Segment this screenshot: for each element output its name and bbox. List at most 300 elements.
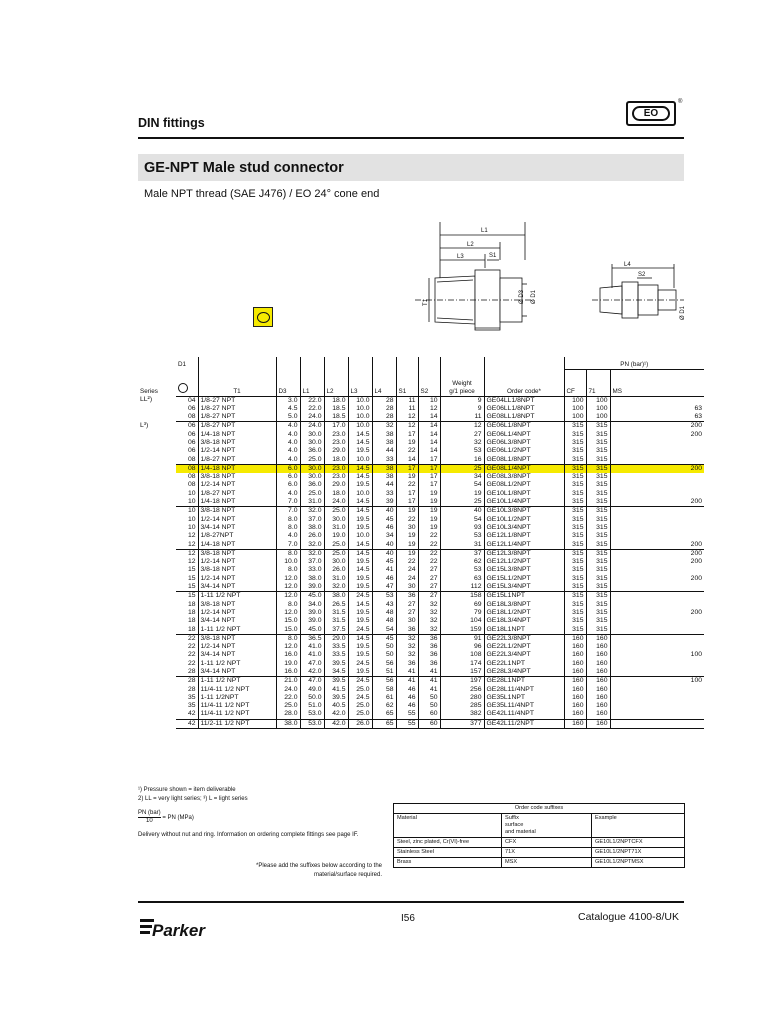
cell-ms: 63 [610, 405, 704, 413]
col-ms: MS [610, 369, 704, 396]
cell-cf: 315 [564, 447, 586, 455]
cell-cf: 315 [564, 516, 586, 524]
cell-l4: 48 [372, 617, 396, 625]
cell-l2: 23.0 [324, 431, 348, 439]
cell-s2: 10 [418, 396, 440, 405]
cell-l4: 38 [372, 431, 396, 439]
cell-series [138, 447, 176, 455]
cell-s2: 50 [418, 694, 440, 702]
cell-d3: 22.0 [276, 694, 300, 702]
cell-series [138, 558, 176, 566]
cell-ms [610, 668, 704, 677]
cell-71: 160 [586, 719, 610, 728]
cell-d1: 08 [187, 481, 196, 489]
cell-l2: 33.5 [324, 643, 348, 651]
cell-series [138, 651, 176, 659]
table-row [138, 558, 704, 566]
cell-series [138, 719, 176, 728]
cell-order-code: GE15L1NPT [484, 592, 564, 601]
cell-series [138, 532, 176, 540]
cell-s1: 17 [396, 431, 418, 439]
table-row [138, 456, 704, 465]
cell-order-code: GE15L3/8NPT [484, 566, 564, 574]
cell-l1: 53.0 [300, 710, 324, 719]
cell-l1: 41.0 [300, 651, 324, 659]
cell-series [138, 516, 176, 524]
cell-l3: 14.5 [348, 601, 372, 609]
cell-weight: 53 [440, 447, 484, 455]
cell-ms: 200 [610, 498, 704, 507]
cell-s2: 27 [418, 583, 440, 592]
table-row [138, 413, 704, 422]
cell-t1: 3/4-14 NPT [198, 524, 276, 532]
cell-l4: 58 [372, 686, 396, 694]
cell-cf: 315 [564, 422, 586, 431]
table-row [138, 516, 704, 524]
cell-weight: 96 [440, 643, 484, 651]
cell-s2: 22 [418, 558, 440, 566]
cell-l4: 33 [372, 490, 396, 498]
cell-series [138, 541, 176, 550]
cell-71: 315 [586, 601, 610, 609]
col-71: 71 [586, 369, 610, 396]
cell-series [138, 413, 176, 422]
cell-71: 315 [586, 422, 610, 431]
cell-ms [610, 626, 704, 635]
cell-71: 160 [586, 710, 610, 719]
cell-weight: 174 [440, 660, 484, 668]
cell-weight: 40 [440, 507, 484, 516]
table-row [138, 677, 704, 686]
cell-weight: 197 [440, 677, 484, 686]
cell-l4: 65 [372, 710, 396, 719]
header-rule [138, 137, 684, 139]
cell-l3: 10.0 [348, 396, 372, 405]
col-s2: S2 [418, 369, 440, 396]
pressure-conversion [138, 810, 194, 825]
footnote-series: 2) LL = very light series; ³) L = light series [138, 796, 248, 802]
suffix-header-material: Material [394, 814, 502, 838]
cell-order-code: GE22L3/4NPT [484, 651, 564, 659]
cell-d1: 15 [187, 583, 196, 591]
cell-weight: 9 [440, 405, 484, 413]
cell-ms [610, 566, 704, 574]
cell-s2: 19 [418, 507, 440, 516]
suffix-code: MSX [502, 858, 592, 868]
cell-cf: 315 [564, 617, 586, 625]
cell-series [138, 583, 176, 592]
cell-s1: 19 [396, 532, 418, 540]
cell-series [138, 626, 176, 635]
cell-71: 315 [586, 583, 610, 592]
cell-order-code: GE06L1/2NPT [484, 447, 564, 455]
cell-d3: 28.0 [276, 710, 300, 719]
col-d1: D1 [178, 361, 187, 368]
cell-l4: 45 [372, 634, 396, 643]
cell-s2: 32 [418, 626, 440, 635]
cell-71: 160 [586, 643, 610, 651]
frac-numerator: PN (bar) [138, 810, 161, 816]
cell-series [138, 566, 176, 574]
cell-t1: 1/8-27NPT [198, 532, 276, 540]
cell-l1: 22.0 [300, 396, 324, 405]
cell-series [138, 609, 176, 617]
cell-s2: 17 [418, 473, 440, 481]
cell-s2: 27 [418, 575, 440, 583]
cell-l3: 19.5 [348, 447, 372, 455]
cell-l3: 19.5 [348, 524, 372, 532]
cell-cf: 100 [564, 396, 586, 405]
cell-d1: 12 [187, 558, 196, 566]
cell-l1: 49.0 [300, 686, 324, 694]
cell-cf: 100 [564, 405, 586, 413]
cell-order-code: GE10L1/2NPT [484, 516, 564, 524]
cell-l2: 25.0 [324, 507, 348, 516]
cell-t1: 1-11 1/2NPT [198, 694, 276, 702]
cell-l3: 19.5 [348, 617, 372, 625]
cell-l4: 46 [372, 575, 396, 583]
cell-t1: 11/4-11 1/2 NPT [198, 710, 276, 719]
cell-order-code: GE06LL1/8NPT [484, 405, 564, 413]
cell-l3: 14.5 [348, 541, 372, 550]
cell-order-code: GE28L3/4NPT [484, 668, 564, 677]
cell-d3: 4.0 [276, 490, 300, 498]
cell-71: 160 [586, 677, 610, 686]
cell-l3: 10.0 [348, 413, 372, 422]
col-l4: L4 [372, 369, 396, 396]
cell-l2: 30.0 [324, 558, 348, 566]
cell-s1: 55 [396, 719, 418, 728]
cell-l2: 31.0 [324, 524, 348, 532]
cell-ms [610, 601, 704, 609]
cell-d1: 22 [176, 634, 198, 643]
cell-l2: 31.5 [324, 617, 348, 625]
cell-s2: 14 [418, 413, 440, 422]
cell-d3: 8.0 [276, 601, 300, 609]
cell-l4: 38 [372, 473, 396, 481]
cell-series [138, 431, 176, 439]
cell-l4: 28 [372, 396, 396, 405]
cell-d1: 10 [187, 523, 196, 531]
cell-order-code: GE08L1/8NPT [484, 456, 564, 465]
cell-l4: 32 [372, 422, 396, 431]
cell-d3: 8.0 [276, 634, 300, 643]
cell-s1: 22 [396, 516, 418, 524]
cell-t1: 3/8-18 NPT [198, 601, 276, 609]
cell-l4: 62 [372, 702, 396, 710]
cell-s1: 19 [396, 541, 418, 550]
cell-l4: 28 [372, 405, 396, 413]
cell-d3: 3.0 [276, 396, 300, 405]
table-row [138, 549, 704, 558]
cell-weight: 104 [440, 617, 484, 625]
cell-weight: 159 [440, 626, 484, 635]
cell-l4: 56 [372, 677, 396, 686]
cell-l3: 14.5 [348, 566, 372, 574]
cell-l1: 47.0 [300, 677, 324, 686]
cell-s2: 22 [418, 541, 440, 550]
cell-d1: 08 [176, 464, 198, 473]
cell-d1: 35 [187, 693, 196, 701]
cell-l4: 48 [372, 609, 396, 617]
table-row [138, 431, 704, 439]
cell-cf: 315 [564, 524, 586, 532]
cell-d1: 42 [187, 710, 196, 718]
cell-l4: 53 [372, 592, 396, 601]
cell-cf: 315 [564, 490, 586, 498]
cell-l4: 40 [372, 507, 396, 516]
cell-s2: 41 [418, 677, 440, 686]
cell-l2: 29.0 [324, 447, 348, 455]
cell-s1: 36 [396, 626, 418, 635]
cell-cf: 315 [564, 431, 586, 439]
col-cf: CF [564, 369, 586, 396]
cell-d1: 28 [187, 685, 196, 693]
cell-ms: 200 [610, 549, 704, 558]
cell-weight: 25 [440, 498, 484, 507]
cell-l1: 38.0 [300, 575, 324, 583]
cell-weight: 34 [440, 473, 484, 481]
cell-weight: 63 [440, 575, 484, 583]
cell-d1: 22 [187, 651, 196, 659]
cell-d3: 8.0 [276, 524, 300, 532]
dim-label-l1: L1 [481, 228, 488, 234]
cell-l3: 24.5 [348, 694, 372, 702]
cell-l2: 38.0 [324, 592, 348, 601]
cell-ms: 200 [610, 541, 704, 550]
cell-s1: 46 [396, 694, 418, 702]
cell-71: 315 [586, 431, 610, 439]
suffix-material: Brass [394, 858, 502, 868]
cell-weight: 79 [440, 609, 484, 617]
cell-l1: 41.0 [300, 643, 324, 651]
cell-series [138, 549, 176, 558]
cell-d3: 38.0 [276, 719, 300, 728]
cell-ms [610, 396, 704, 405]
cell-d3: 6.0 [276, 473, 300, 481]
cell-s2: 41 [418, 668, 440, 677]
cell-weight: 27 [440, 431, 484, 439]
cell-cf: 100 [564, 413, 586, 422]
cell-d1: 28 [187, 668, 196, 675]
cell-t1: 1/2-14 NPT [198, 447, 276, 455]
cell-l4: 45 [372, 558, 396, 566]
cell-cf: 315 [564, 609, 586, 617]
cell-weight: 54 [440, 516, 484, 524]
cell-cf: 160 [564, 694, 586, 702]
cell-s1: 24 [396, 566, 418, 574]
cell-t1: 1/8-27 NPT [198, 405, 276, 413]
cell-cf: 315 [564, 532, 586, 540]
cell-ms: 200 [610, 609, 704, 617]
cell-l2: 25.0 [324, 541, 348, 550]
cell-order-code: GE12L1/4NPT [484, 541, 564, 550]
cell-ms [610, 524, 704, 532]
cell-d1: 10 [187, 489, 196, 497]
cell-l4: 45 [372, 516, 396, 524]
table-row [138, 634, 704, 643]
cell-d3: 19.0 [276, 660, 300, 668]
cell-s1: 46 [396, 686, 418, 694]
cell-series [138, 694, 176, 702]
cell-s1: 19 [396, 507, 418, 516]
cell-t1: 1/2-14 NPT [198, 558, 276, 566]
cell-l3: 25.0 [348, 710, 372, 719]
cell-71: 315 [586, 524, 610, 532]
cell-l3: 19.5 [348, 516, 372, 524]
cell-weight: 25 [440, 464, 484, 473]
cell-l1: 30.0 [300, 473, 324, 481]
cell-l3: 24.5 [348, 626, 372, 635]
cell-l4: 41 [372, 566, 396, 574]
table-row [138, 651, 704, 659]
cell-ms: 200 [610, 422, 704, 431]
cell-t1: 1/2-14 NPT [198, 643, 276, 651]
cell-weight: 377 [440, 719, 484, 728]
cell-l1: 25.0 [300, 456, 324, 465]
cell-s1: 17 [396, 490, 418, 498]
cell-cf: 160 [564, 651, 586, 659]
cell-ms [610, 634, 704, 643]
cell-s2: 19 [418, 524, 440, 532]
cell-ms [610, 694, 704, 702]
product-title: GE-NPT Male stud connector [144, 160, 344, 176]
cell-l1: 37.0 [300, 558, 324, 566]
cell-order-code: GE18L3/8NPT [484, 601, 564, 609]
cell-series [138, 686, 176, 694]
cell-s1: 12 [396, 413, 418, 422]
cell-l2: 17.0 [324, 422, 348, 431]
cell-t1: 1-11 1/2 NPT [198, 677, 276, 686]
cell-t1: 1/2-14 NPT [198, 481, 276, 489]
cell-s2: 41 [418, 686, 440, 694]
table-row [138, 490, 704, 498]
cell-l4: 38 [372, 464, 396, 473]
cell-cf: 315 [564, 498, 586, 507]
cell-ms [610, 473, 704, 481]
cell-cf: 160 [564, 634, 586, 643]
cell-ms: 100 [610, 651, 704, 659]
cell-d1: 10 [187, 498, 196, 506]
cell-71: 315 [586, 617, 610, 625]
cell-d1: 18 [187, 617, 196, 625]
cell-l3: 26.0 [348, 719, 372, 728]
dim-label-l3: L3 [457, 254, 464, 260]
cell-weight: 16 [440, 456, 484, 465]
cell-order-code: GE10L1/4NPT [484, 498, 564, 507]
cell-t1: 1/4-18 NPT [198, 498, 276, 507]
footer-rule [138, 901, 684, 903]
cell-d3: 12.0 [276, 575, 300, 583]
table-row [138, 447, 704, 455]
cell-d1: 08 [187, 413, 196, 421]
cell-s2: 32 [418, 601, 440, 609]
cell-l4: 40 [372, 549, 396, 558]
cell-weight: 62 [440, 558, 484, 566]
cell-cf: 315 [564, 541, 586, 550]
cell-t1: 1-11 1/2 NPT [198, 660, 276, 668]
cell-l2: 42.0 [324, 719, 348, 728]
cell-order-code: GE12L3/8NPT [484, 549, 564, 558]
cell-ms: 63 [610, 413, 704, 422]
cell-s2: 14 [418, 447, 440, 455]
cell-cf: 315 [564, 592, 586, 601]
cell-series [138, 575, 176, 583]
cell-l1: 33.0 [300, 566, 324, 574]
cell-l3: 19.5 [348, 575, 372, 583]
cell-d1: 12 [176, 549, 198, 558]
col-pn: PN (bar)¹) [564, 357, 704, 369]
cell-s1: 22 [396, 481, 418, 489]
cell-weight: 19 [440, 490, 484, 498]
cell-l1: 39.0 [300, 609, 324, 617]
cell-weight: 157 [440, 668, 484, 677]
cell-l4: 54 [372, 626, 396, 635]
cell-71: 100 [586, 405, 610, 413]
cell-ms: 200 [610, 431, 704, 439]
cell-l3: 10.0 [348, 456, 372, 465]
cell-s1: 30 [396, 583, 418, 592]
table-row [138, 719, 704, 728]
cell-weight: 9 [440, 396, 484, 405]
cell-order-code: GE15L3/4NPT [484, 583, 564, 592]
cell-t1: 1/2-14 NPT [198, 575, 276, 583]
cell-71: 315 [586, 456, 610, 465]
cell-s1: 22 [396, 558, 418, 566]
cell-t1: 1/4-18 NPT [198, 541, 276, 550]
cell-t1: 3/8-18 NPT [198, 566, 276, 574]
table-row [138, 686, 704, 694]
cell-d3: 6.0 [276, 464, 300, 473]
cell-s2: 14 [418, 431, 440, 439]
cell-t1: 1-11 1/2 NPT [198, 626, 276, 635]
product-subtitle: Male NPT thread (SAE J476) / EO 24° cone end [144, 188, 380, 200]
cell-order-code: GE18L1NPT [484, 626, 564, 635]
cell-series [138, 481, 176, 489]
cell-cf: 160 [564, 710, 586, 719]
cell-l2: 23.0 [324, 439, 348, 447]
cell-s2: 17 [418, 464, 440, 473]
cell-d3: 25.0 [276, 702, 300, 710]
table-row [138, 617, 704, 625]
cell-l2: 18.0 [324, 396, 348, 405]
cell-t1: 3/4-14 NPT [198, 668, 276, 677]
cell-s2: 17 [418, 481, 440, 489]
cell-t1: 1/2-14 NPT [198, 516, 276, 524]
cell-order-code: GE10L3/8NPT [484, 507, 564, 516]
cell-series [138, 617, 176, 625]
suffix-code: CFX [502, 838, 592, 848]
cell-s2: 60 [418, 710, 440, 719]
cell-71: 160 [586, 702, 610, 710]
cell-d3: 12.0 [276, 583, 300, 592]
table-row [138, 532, 704, 540]
cell-l3: 19.5 [348, 643, 372, 651]
cell-s2: 22 [418, 532, 440, 540]
cell-cf: 315 [564, 473, 586, 481]
cell-t1: 3/8-18 NPT [198, 439, 276, 447]
cell-71: 315 [586, 609, 610, 617]
cell-71: 315 [586, 464, 610, 473]
cell-s2: 60 [418, 719, 440, 728]
cell-d3: 10.0 [276, 558, 300, 566]
cell-weight: 158 [440, 592, 484, 601]
cell-d1: 06 [176, 422, 198, 431]
table-row [138, 439, 704, 447]
cell-d1: 22 [187, 659, 196, 667]
cell-s1: 24 [396, 575, 418, 583]
cell-ms [610, 686, 704, 694]
